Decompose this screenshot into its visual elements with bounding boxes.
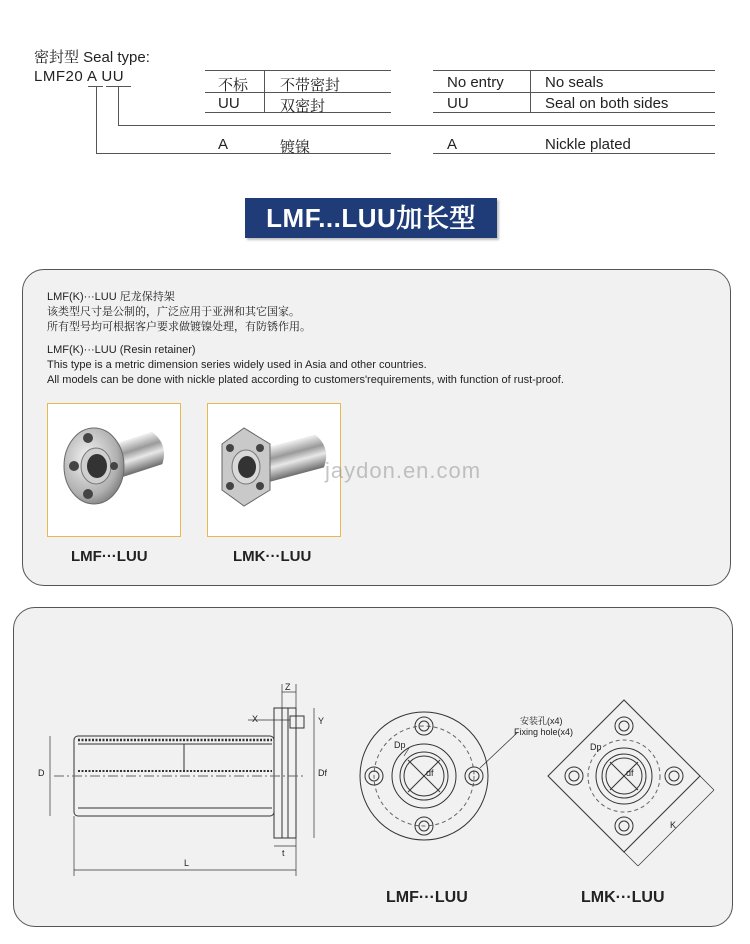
lmf-bushing-image [48,404,179,535]
bracket-uu-vertical [118,86,119,126]
dim-label-df: Df [318,768,327,778]
en-desc-1: No seals [545,74,604,91]
underline-uu [106,86,131,87]
lmk-bushing-image [208,404,339,535]
model-code: LMF20 A UU [34,68,125,85]
cn-table-divider [264,70,265,112]
bracket-a-vertical [96,86,97,154]
dim-label-x: X [252,714,259,724]
cn-code-1: 不标 [218,77,249,94]
fixing-hole-label-en: Fixing hole(x4) [514,727,574,737]
cn-code-3: A [218,136,229,153]
en-desc-3: Nickle plated [545,136,631,153]
seal-type-heading: 密封型 Seal type: [34,49,150,66]
cn-code-2: UU [218,95,240,112]
cn-desc-1: 不带密封 [280,77,341,94]
dim-label-k: K [670,820,677,830]
dim-label-t: t [282,848,285,858]
en-line-2: All models can be done with nickle plated according to customers'requirements, with function of rust-proof. [47,374,564,386]
section-banner: LMF...LUU加长型 [245,198,497,238]
en-code-2: UU [447,95,469,112]
info-panel [22,269,731,586]
technical-drawing [14,608,732,926]
dim-label-df-round: df [426,768,434,778]
watermark-text: jaydon.en.com [325,458,482,483]
underline-a [88,86,103,87]
fixing-hole-label-cn: 安装孔(x4) [520,716,563,726]
cn-line-1: 该类型尺寸是公制的，广泛应用于亚洲和其它国家。 [47,306,300,318]
en-table-top [433,70,715,71]
cn-title: LMF(K)···LUU 尼龙保持架 [47,291,175,303]
en-table-divider [530,70,531,112]
en-code-1: No entry [447,74,504,91]
en-table-bot [433,112,715,113]
dim-label-d: D [38,768,45,778]
en-table-last [433,153,715,154]
dim-label-dp-square: Dp [590,742,602,752]
product-caption-lmf: LMF···LUU [71,548,148,565]
product-photo-lmk [207,403,341,537]
dim-label-y: Y [318,716,325,726]
dim-label-df-square: df [626,768,634,778]
en-table-mid [433,92,715,93]
en-line-1: This type is a metric dimension series widely used in Asia and other countries. [47,359,427,371]
cn-table-top [205,70,391,71]
product-caption-lmk: LMK···LUU [233,548,312,565]
dim-label-l: L [184,858,190,868]
cn-desc-2: 双密封 [280,98,326,115]
dim-label-z: Z [285,682,291,692]
en-title: LMF(K)···LUU (Resin retainer) [47,344,196,356]
product-photo-lmf [47,403,181,537]
dim-label-dp-round: Dp [394,740,406,750]
drawing-caption-lmk: LMK···LUU [581,889,665,906]
bracket-a-horizontal [96,153,391,154]
en-code-3: A [447,136,458,153]
en-desc-2: Seal on both sides [545,95,669,112]
cn-desc-3: 镀镍 [280,139,311,156]
bracket-uu-horizontal [118,125,715,126]
drawing-panel [13,607,733,927]
drawing-caption-lmf: LMF···LUU [386,889,468,906]
cn-line-2: 所有型号均可根据客户要求做镀镍处理，有防锈作用。 [47,321,311,333]
